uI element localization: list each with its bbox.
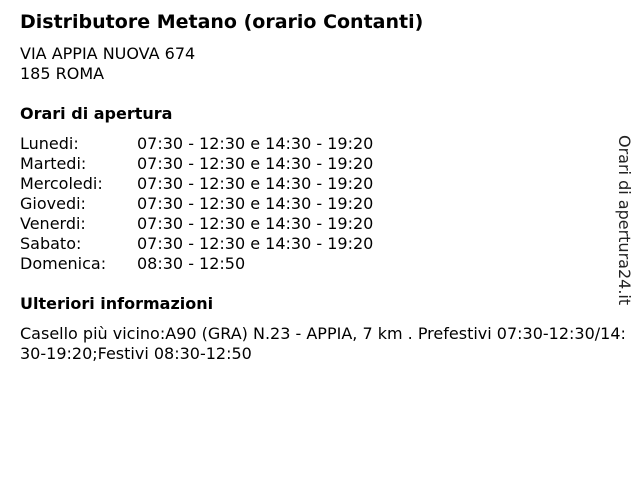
day-label: Giovedi:: [20, 194, 86, 213]
page-title: Distributore Metano (orario Contanti): [20, 11, 424, 33]
time-range: 07:30 - 12:30 e 14:30 - 19:20: [137, 154, 374, 173]
opening-hours-heading: Orari di apertura: [20, 104, 173, 123]
time-range: 07:30 - 12:30 e 14:30 - 19:20: [137, 234, 374, 253]
address: [20, 44, 195, 84]
time-range: 08:30 - 12:50: [137, 254, 246, 273]
watermark: [612, 135, 636, 309]
day-label: Mercoledi:: [20, 174, 103, 193]
day-label: Venerdi:: [20, 214, 86, 233]
time-range: 07:30 - 12:30 e 14:30 - 19:20: [137, 174, 374, 193]
day-label: Martedi:: [20, 154, 87, 173]
day-label: Domenica:: [20, 254, 107, 273]
time-range: 07:30 - 12:30 e 14:30 - 19:20: [137, 214, 374, 233]
day-label: Lunedi:: [20, 134, 79, 153]
time-range: 07:30 - 12:30 e 14:30 - 19:20: [137, 194, 374, 213]
additional-info-text: Casello più vicino:A90 (GRA) N.23 - APPIA, 7 km . Prefestivi 07:30-12:30/14:30-19:20;Festivi 08:30-12:50: [20, 324, 626, 363]
address-city: 185 ROMA: [20, 64, 105, 83]
address-street: VIA APPIA NUOVA 674: [20, 44, 196, 63]
time-range: 07:30 - 12:30 e 14:30 - 19:20: [137, 134, 374, 153]
day-label: Sabato:: [20, 234, 82, 253]
watermark-text: Orari di apertura24.it: [615, 135, 634, 306]
additional-info-heading: Ulteriori informazioni: [20, 294, 214, 313]
